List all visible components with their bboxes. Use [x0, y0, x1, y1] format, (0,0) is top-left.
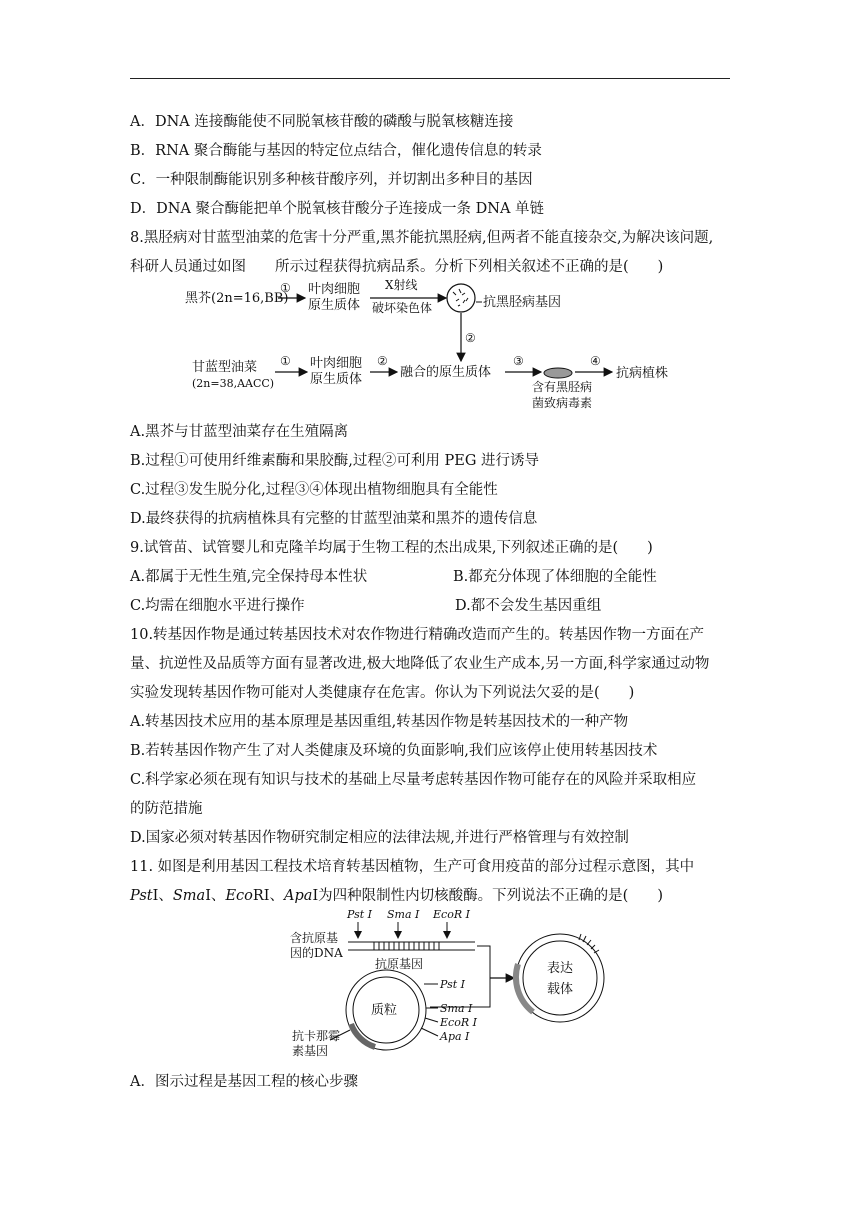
q11-enzyme-eco: Eco	[225, 888, 253, 904]
q10-option-c-cont: 的防范措施	[130, 801, 203, 817]
q8-figure	[180, 276, 700, 416]
q9-option-b: B.都充分体现了体细胞的全能性	[453, 569, 657, 585]
q8-fig-fused: 融合的原生质体	[400, 365, 492, 380]
q11-fig-dna-l2: 因的DNA	[290, 946, 343, 960]
q11-fig-kan-l2: 素基因	[292, 1044, 329, 1058]
q11-fig-antigen-gene: 抗原基因	[375, 957, 424, 971]
q11-fig-kan-l1: 抗卡那霉	[292, 1029, 341, 1043]
header-rule	[130, 78, 730, 79]
q9-option-c: C.均需在细胞水平进行操作	[130, 598, 305, 614]
q11-enzyme-sma: Sma	[172, 888, 206, 904]
q8-fig-step1-bottom: ①	[280, 354, 291, 368]
q11-fig-dna-l1: 含抗原基	[290, 931, 339, 945]
q11-figure	[290, 904, 620, 1068]
q11-fig-eco-plasmid: EcoR Ⅰ	[440, 1016, 477, 1029]
q8-fig-culture-dish	[544, 368, 572, 378]
q8-stem-line2: 科研人员通过如图 所示过程获得抗病品系。分析下列相关叙述不正确的是( )	[130, 259, 664, 275]
q8-fig-protoplast-top-l2: 原生质体	[308, 298, 361, 313]
q10-stem-line1: 10.转基因作物是通过转基因技术对农作物进行精确改造而产生的。转基因作物一方面在产	[130, 627, 705, 643]
q8-fig-plant: 抗病植株	[616, 366, 669, 381]
q11-fig-vector-ring	[516, 934, 604, 1022]
q8-fig-step2-bottom: ②	[377, 354, 388, 368]
q10-option-c: C.科学家必须在现有知识与技术的基础上尽量考虑转基因作物可能存在的风险并采取相应	[130, 772, 697, 788]
q7-option-b: B．RNA 聚合酶能与基因的特定位点结合，催化遗传信息的转录	[130, 143, 542, 159]
q8-stem-line1: 8.黑胫病对甘蓝型油菜的危害十分严重,黑芥能抗黑胫病,但两者不能直接杂交,为解决该问题,	[130, 230, 714, 246]
q8-fig-heijie: 黑芥(2n=16,BB)	[185, 291, 289, 306]
q8-option-b: B.过程①可使用纤维素酶和果胶酶,过程②可利用 PEG 进行诱导	[130, 453, 540, 469]
q11-stem-line1: 11. 如图是利用基因工程技术培育转基因植物，生产可食用疫苗的部分过程示意图，其中	[130, 859, 695, 875]
q11-option-a: A．图示过程是基因工程的核心步骤	[130, 1074, 358, 1090]
q9-option-a: A.都属于无性生殖,完全保持母本性状	[130, 569, 368, 585]
q8-fig-protoplast-bottom-l2: 原生质体	[310, 372, 363, 387]
q10-option-d: D.国家必须对转基因作物研究制定相应的法律法规,并进行严格管理与有效控制	[130, 830, 629, 846]
q7-option-c: C．一种限制酶能识别多种核苷酸序列，并切割出多种目的基因	[130, 172, 533, 188]
q10-option-a: A.转基因技术应用的基本原理是基因重组,转基因作物是转基因技术的一种产物	[130, 714, 629, 730]
q11-fig-sma-plasmid: Sma Ⅰ	[440, 1002, 473, 1015]
q11-fig-dna-strand	[348, 942, 475, 950]
q7-option-a: A．DNA 连接酶能使不同脱氧核苷酸的磷酸与脱氧核糖连接	[130, 114, 514, 130]
q8-fig-step4: ④	[590, 354, 601, 368]
q8-option-c: C.过程③发生脱分化,过程③④体现出植物细胞具有全能性	[130, 482, 498, 498]
q11-stem-line2: PstI、SmaI、EcoRI、ApaI为四种限制性内切核酸酶。下列说法不正确的是( )	[130, 888, 663, 904]
q8-fig-irradiated-cell	[447, 284, 475, 312]
q10-stem-line2: 量、抗逆性及品质等方面有显著改进,极大地降低了农业生产成本,另一方面,科学家通过动物	[130, 656, 710, 672]
q8-fig-pathogen-l1: 含有黑胫病	[532, 380, 593, 394]
q10-stem-line3: 实验发现转基因作物可能对人类健康存在危害。你认为下列说法欠妥的是( )	[130, 685, 635, 701]
q11-fig-plasmid-label: 质粒	[371, 1003, 398, 1018]
q8-fig-pathogen-l2: 菌致病毒素	[532, 396, 593, 410]
q8-fig-ganlan-l2: (2n=38,AACC)	[192, 377, 275, 390]
q11-enzyme-pst: Pst	[130, 888, 153, 904]
q8-fig-step3: ③	[513, 354, 524, 368]
q8-fig-xray: X射线	[385, 278, 418, 292]
q11-enzyme-apa: Apa	[284, 888, 313, 904]
q8-option-a: A.黑芥与甘蓝型油菜存在生殖隔离	[130, 424, 349, 440]
q11-fig-eco-top: EcoR Ⅰ	[433, 908, 470, 921]
q9-stem: 9.试管苗、试管婴儿和克隆羊均属于生物工程的杰出成果,下列叙述正确的是( )	[130, 540, 653, 556]
q11-fig-vector-l1: 表达	[547, 961, 574, 976]
q11-stem-line2-tail: 为四种限制性内切核酸酶。下列说法不正确的是( )	[318, 888, 663, 904]
q11-fig-apa-plasmid: Apa Ⅰ	[440, 1030, 470, 1043]
q8-fig-step2-vertical: ②	[465, 331, 476, 345]
q8-fig-destroy: 破坏染色体	[372, 301, 433, 315]
q10-option-b: B.若转基因作物产生了对人类健康及环境的负面影响,我们应该停止使用转基因技术	[130, 743, 658, 759]
q8-fig-protoplast-top-l1: 叶肉细胞	[308, 282, 361, 297]
q11-fig-pst-top: Pst Ⅰ	[347, 908, 373, 921]
q8-fig-ganlan-l1: 甘蓝型油菜	[192, 360, 258, 375]
q11-fig-pst-plasmid: Pst Ⅰ	[440, 978, 466, 991]
q8-option-d: D.最终获得的抗病植株具有完整的甘蓝型油菜和黑芥的遗传信息	[130, 511, 538, 527]
q11-fig-vector-l2: 载体	[547, 982, 574, 997]
q8-fig-protoplast-bottom-l1: 叶肉细胞	[310, 356, 363, 371]
q9-option-d: D.都不会发生基因重组	[455, 598, 602, 614]
q8-fig-gene: 抗黑胫病基因	[483, 295, 562, 310]
q8-fig-step1-top: ①	[280, 281, 291, 295]
q7-option-d: D．DNA 聚合酶能把单个脱氧核苷酸分子连接成一条 DNA 单链	[130, 201, 545, 217]
q11-fig-sma-top: Sma Ⅰ	[387, 908, 420, 921]
